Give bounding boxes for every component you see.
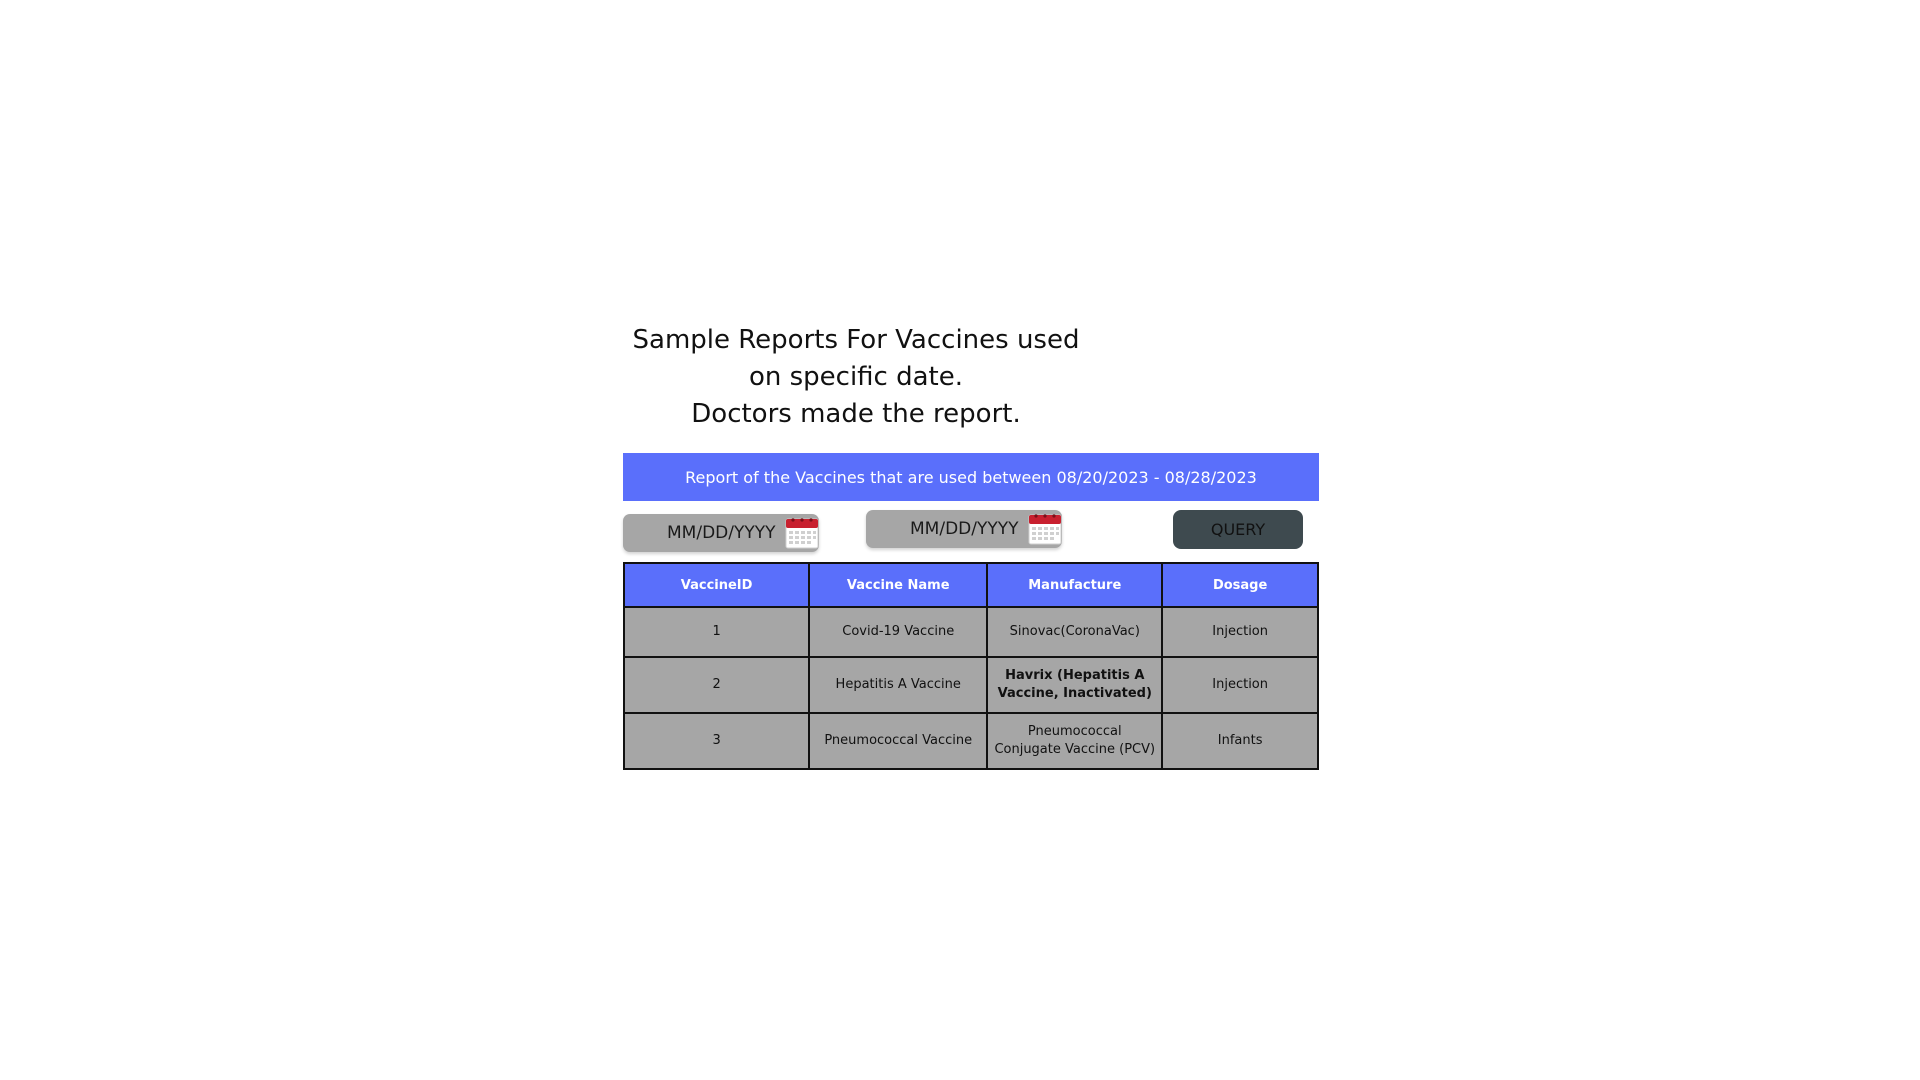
cell-manufacture: Havrix (Hepatitis A Vaccine, Inactivated) [987,657,1162,713]
column-header-manufacture: Manufacture [987,563,1162,607]
cell-manufacture: Pneumococcal Conjugate Vaccine (PCV) [987,713,1162,769]
title-line-3: Doctors made the report. [691,399,1021,429]
cell-vaccineid: 1 [624,607,809,657]
column-header-dosage: Dosage [1162,563,1318,607]
column-header-vaccine-name: Vaccine Name [809,563,987,607]
cell-vaccineid: 3 [624,713,809,769]
cell-dosage: Infants [1162,713,1318,769]
end-date-input[interactable] [866,510,1062,548]
cell-dosage: Injection [1162,657,1318,713]
report-banner [623,453,1319,501]
end-date-placeholder: MM/DD/YYYY [910,519,1019,539]
query-button-label: QUERY [1210,520,1266,539]
table-header-row [624,563,1318,607]
vaccine-report-table [623,562,1319,770]
table-row [624,713,1318,769]
table-row [624,607,1318,657]
page-title [600,322,1112,433]
title-line-1: Sample Reports For Vaccines used [632,325,1080,355]
title-line-2: on specific date. [748,362,964,392]
column-header-vaccineid: VaccineID [624,563,809,607]
cell-dosage: Injection [1162,607,1318,657]
cell-vaccineid: 2 [624,657,809,713]
cell-manufacture: Sinovac(CoronaVac) [987,607,1162,657]
calendar-icon[interactable] [785,517,819,549]
query-button[interactable] [1173,510,1303,549]
report-banner-text: Report of the Vaccines that are used between 08/20/2023 - 08/28/2023 [685,467,1257,487]
start-date-input[interactable] [623,514,819,552]
table-row [624,657,1318,713]
start-date-placeholder: MM/DD/YYYY [667,523,776,543]
cell-vaccine-name: Hepatitis A Vaccine [809,657,987,713]
cell-vaccine-name: Pneumococcal Vaccine [809,713,987,769]
calendar-icon[interactable] [1028,513,1062,545]
cell-vaccine-name: Covid-19 Vaccine [809,607,987,657]
